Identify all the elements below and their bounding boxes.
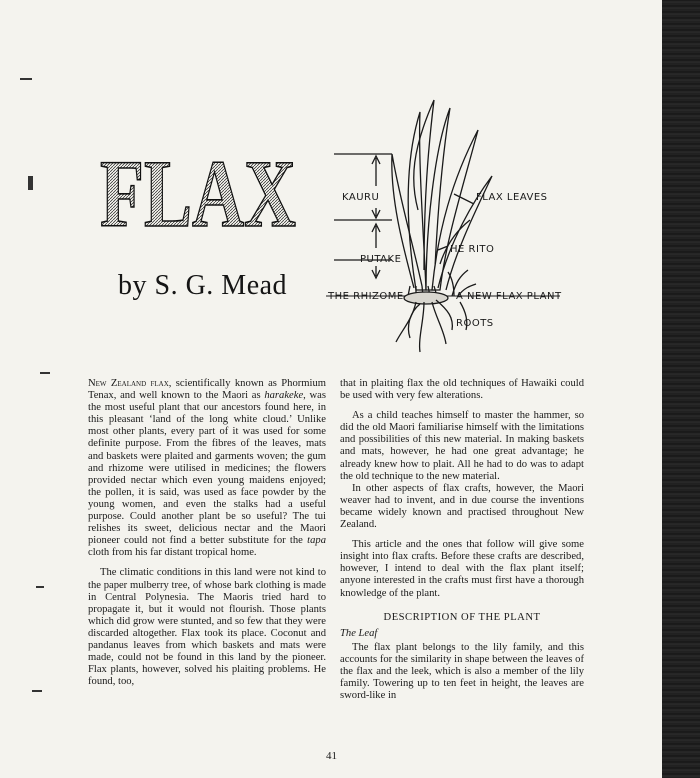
label-he-rito: HE RITO [450, 244, 495, 255]
section-heading: DESCRIPTION OF THE PLANT [383, 611, 541, 623]
scan-mark [28, 176, 33, 190]
label-rhizome: THE RHIZOME [328, 291, 404, 302]
paragraph: As a child teaches himself to master the hammer, so did the old Maori familiarise himself with the limitations and possibilities of this new material. In making baskets and mats, however, he had one great advantage; he already knew how to plait. All he had to do was to adapt the old technique to the new material. [340, 410, 584, 482]
label-flax-leaves: FLAX LEAVES [476, 192, 548, 203]
section-subheading: The Leaf [340, 627, 378, 639]
scan-mark [32, 690, 42, 692]
paragraph: The flax plant belongs to the lily family, and this accounts for the similarity in shape between the leaves of the flax and the leek, which is also a member of the lily family. Towering up to ten feet in height, the leaves are sword-like in [340, 641, 584, 702]
scan-mark [20, 78, 32, 80]
paragraph: The climatic conditions in this land were not kind to the paper mulberry tree, of whose bark clothing is made in Central Polynesia. The Maoris tried hard to propagate it, but it would not flourish. Those plants which did grow were stunted, and so few that they were discarded altogether. Flax took its place. Coconut and pandanus leaves from which baskets and mats were made, could not be found in this land by the pioneer. Flax plants, however, solved his plaiting problems. He found, too, [88, 567, 326, 688]
paragraph: New Zealand flax, scientifically known as Phormium Tenax, and well known to the Maori as harakeke, was the most useful plant that our ancestors found here, in this pleasant ‘land of the long white cloud.’ Unlike most other plants, every part of it was used for some definite purpose. From the fibres of the leaves, mats and baskets were plaited and garments woven; the gum and rhizome were utilised in medicines; the flowers provided nectar which even young maidens enjoyed; the pollen, it is said, was used as face powder by the young women, and even the stalks had a useful purpose. Could another plant be so useful? The tui relishes its sweet, delicious nectar and the Maori pioneer could not find a better substitute for the tapa cloth from his far distant tropical home. [88, 378, 326, 559]
scan-border [662, 0, 700, 778]
text-column-left [88, 378, 326, 696]
page-number: 41 [326, 750, 337, 762]
scan-mark [36, 586, 44, 588]
title-lettering [98, 142, 298, 234]
paragraph: In other aspects of flax crafts, however, the Maori weaver had to invent, and in due course the inventions became widely known and practised throughout New Zealand. [340, 482, 584, 531]
flax-plant-drawing [320, 90, 570, 360]
label-kauru: KAURU [342, 192, 380, 203]
article-title [98, 142, 298, 234]
label-new-flax-plant: A NEW FLAX PLANT [456, 291, 562, 302]
paragraph: This article and the ones that follow will give some insight into flax crafts. Before these crafts are described, however, I intend to deal with the flax plant itself; anyone interested in the crafts must first have a thorough knowledge of the plant. [340, 539, 584, 599]
flax-plant-diagram [320, 90, 570, 360]
svg-text:FLAX: FLAX [100, 142, 296, 234]
label-putake: PUTAKE [360, 254, 402, 265]
author-byline: by S. G. Mead [118, 270, 288, 301]
label-roots: ROOTS [456, 318, 494, 329]
paragraph: that in plaiting flax the old techniques of Hawaiki could be used with very few alterations. [340, 378, 584, 402]
scan-mark [40, 372, 50, 374]
text-column-right [340, 378, 584, 710]
